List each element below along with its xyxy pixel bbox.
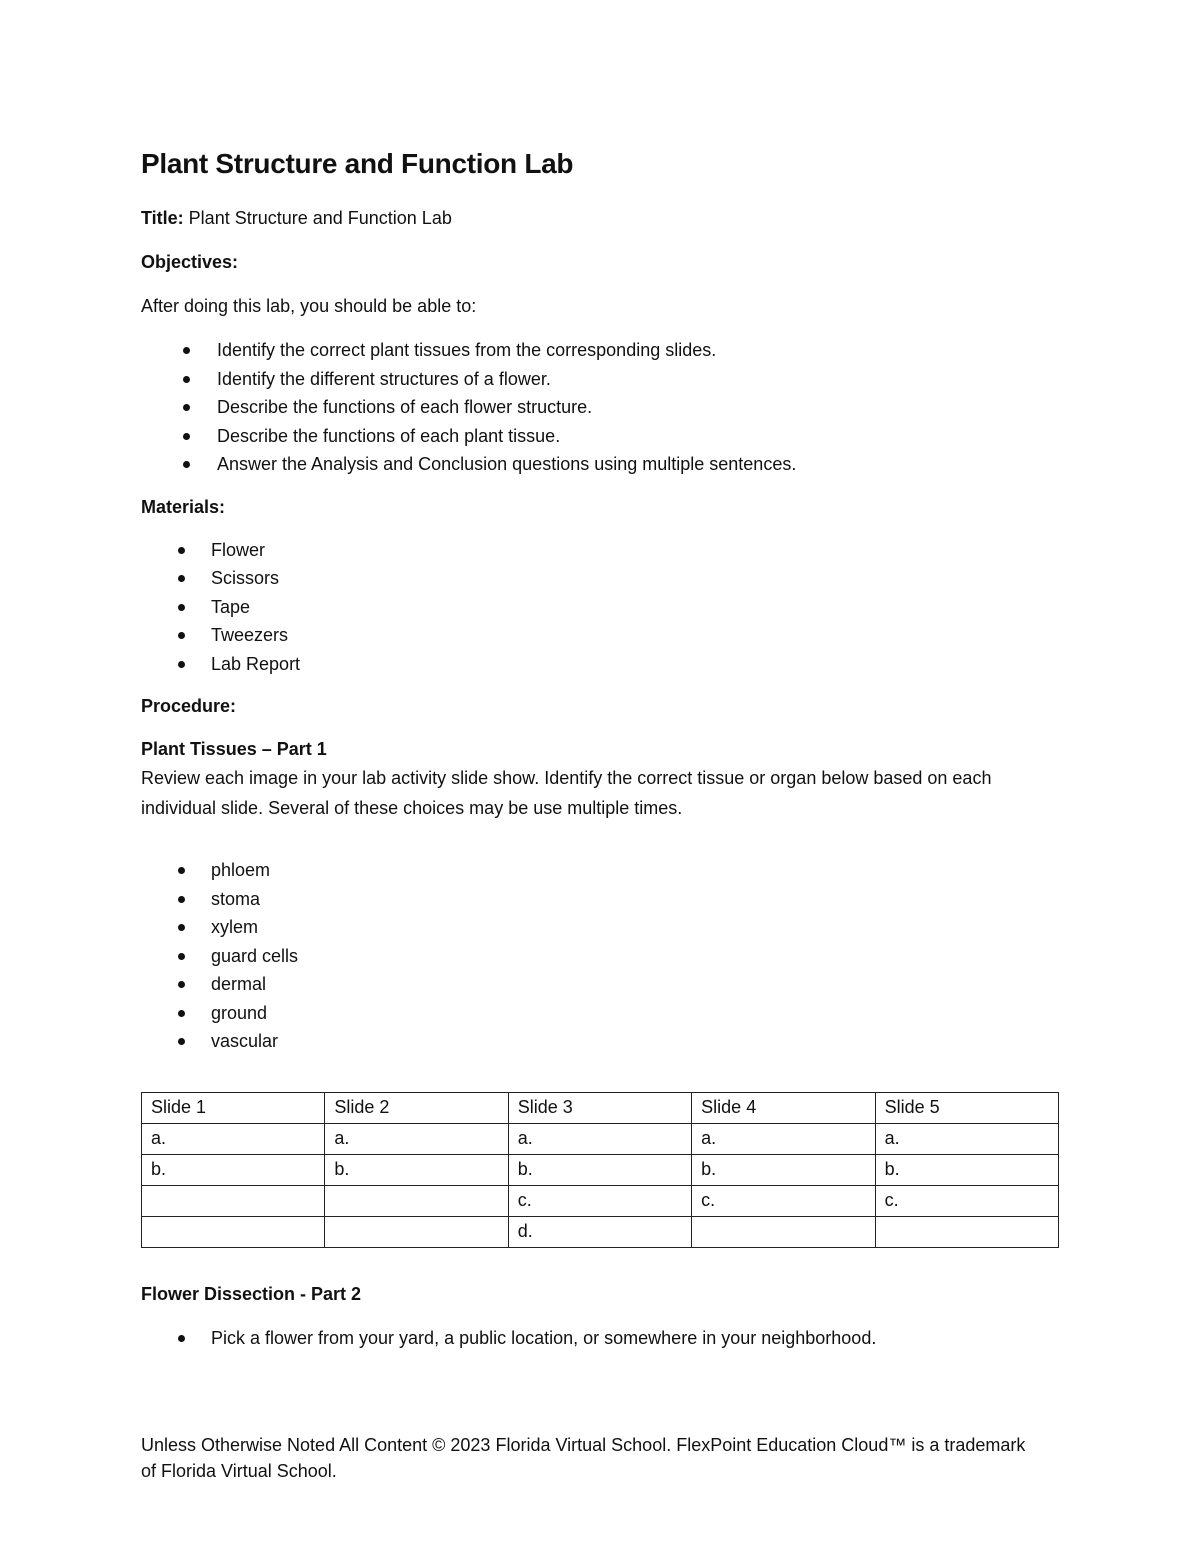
table-cell: c. xyxy=(875,1185,1058,1216)
table-cell xyxy=(142,1185,325,1216)
tissue-text: xylem xyxy=(211,917,259,937)
material-item xyxy=(141,621,1061,650)
title-label: Title: xyxy=(141,208,184,228)
bullet-icon xyxy=(178,547,185,554)
bullet-icon xyxy=(178,575,185,582)
objective-text: Identify the different structures of a flower. xyxy=(217,368,551,389)
table-cell: a. xyxy=(692,1123,875,1154)
objectives-heading: Objectives: xyxy=(141,252,239,272)
material-text: Flower xyxy=(211,539,266,560)
tissue-item xyxy=(141,885,1061,914)
document-heading: Plant Structure and Function Lab xyxy=(141,148,574,179)
table-cell xyxy=(692,1216,875,1247)
tissue-item xyxy=(141,970,1061,999)
tissue-text: dermal xyxy=(211,974,267,994)
objective-item xyxy=(141,422,1061,451)
bullet-icon xyxy=(178,1038,185,1045)
table-cell xyxy=(325,1185,508,1216)
material-text: Tape xyxy=(211,596,251,617)
material-item xyxy=(141,593,1061,622)
table-cell: a. xyxy=(875,1123,1058,1154)
tissue-text: ground xyxy=(211,1002,268,1023)
document-footer: Unless Otherwise Noted All Content © 2023 Florida Virtual School. FlexPoint Education Cloud™ is a trademark of Florida Virtual School. xyxy=(141,1435,1026,1481)
material-item xyxy=(141,536,1061,565)
table-cell: a. xyxy=(142,1123,325,1154)
bullet-icon xyxy=(178,1010,185,1017)
tissue-list xyxy=(141,856,1061,1056)
tissue-item xyxy=(141,999,1061,1028)
table-cell: b. xyxy=(508,1154,691,1185)
table-header-cell: Slide 5 xyxy=(875,1092,1058,1123)
bullet-icon xyxy=(183,404,190,411)
tissue-text: vascular xyxy=(211,1031,279,1051)
bullet-icon xyxy=(183,347,190,354)
objectives-list xyxy=(141,336,1061,479)
tissue-text: stoma xyxy=(211,888,261,909)
bullet-icon xyxy=(178,924,185,931)
objective-item xyxy=(141,393,1061,422)
table-cell: a. xyxy=(325,1123,508,1154)
material-text: Scissors xyxy=(211,568,280,588)
table-cell: b. xyxy=(875,1154,1058,1185)
materials-list xyxy=(141,536,1061,679)
table-row xyxy=(142,1123,1059,1154)
bullet-icon xyxy=(178,1335,185,1342)
table-cell: d. xyxy=(508,1216,691,1247)
table-cell xyxy=(875,1216,1058,1247)
table-row xyxy=(142,1154,1059,1185)
objective-text: Describe the functions of each plant tissue. xyxy=(217,425,561,446)
material-item xyxy=(141,564,1061,593)
table-header-row xyxy=(142,1092,1059,1123)
tissue-item xyxy=(141,942,1061,971)
tissue-text: guard cells xyxy=(211,945,299,966)
bullet-icon xyxy=(178,867,185,874)
tissue-item xyxy=(141,856,1061,885)
bullet-icon xyxy=(178,661,185,668)
title-value: Plant Structure and Function Lab xyxy=(183,208,452,228)
objective-text: Answer the Analysis and Conclusion questions using multiple sentences. xyxy=(217,454,797,474)
table-header-cell: Slide 4 xyxy=(692,1092,875,1123)
table-cell: b. xyxy=(325,1154,508,1185)
table-row xyxy=(142,1185,1059,1216)
table-cell: c. xyxy=(692,1185,875,1216)
procedure-heading: Procedure: xyxy=(141,696,237,716)
table-header-cell: Slide 2 xyxy=(325,1092,508,1123)
table-cell xyxy=(142,1216,325,1247)
bullet-icon xyxy=(178,632,185,639)
tissue-item xyxy=(141,1027,1061,1056)
part2-text: Pick a flower from your yard, a public location, or somewhere in your neighborhood. xyxy=(211,1327,877,1348)
bullet-icon xyxy=(183,433,190,440)
table-cell: a. xyxy=(508,1123,691,1154)
objective-item xyxy=(141,336,1061,365)
tissue-text: phloem xyxy=(211,860,271,880)
bullet-icon xyxy=(183,376,190,383)
material-text: Tweezers xyxy=(211,625,289,645)
bullet-icon xyxy=(178,604,185,611)
materials-heading: Materials: xyxy=(141,496,226,517)
table-header-cell: Slide 1 xyxy=(142,1092,325,1123)
slides-table xyxy=(141,1092,1059,1248)
table-cell: c. xyxy=(508,1185,691,1216)
bullet-icon xyxy=(183,461,190,468)
bullet-icon xyxy=(178,981,185,988)
part1-heading: Plant Tissues – Part 1 xyxy=(141,739,327,759)
objective-item xyxy=(141,450,1061,479)
material-text: Lab Report xyxy=(211,653,301,674)
objectives-intro: After doing this lab, you should be able to: xyxy=(141,296,477,316)
part2-heading: Flower Dissection - Part 2 xyxy=(141,1283,362,1304)
part1-instructions: Review each image in your lab activity slide show. Identify the correct tissue or organ below based on each individual slide. Several of these choices may be use multiple times. xyxy=(141,768,992,818)
objective-text: Describe the functions of each flower structure. xyxy=(217,397,593,417)
table-header-cell: Slide 3 xyxy=(508,1092,691,1123)
title-line xyxy=(141,206,1061,230)
table-cell: b. xyxy=(142,1154,325,1185)
table-cell: b. xyxy=(692,1154,875,1185)
document-content xyxy=(141,140,1061,1352)
table-cell xyxy=(325,1216,508,1247)
part2-list xyxy=(141,1324,1061,1353)
objective-text: Identify the correct plant tissues from the corresponding slides. xyxy=(217,340,717,360)
part2-item xyxy=(141,1324,1061,1353)
bullet-icon xyxy=(178,896,185,903)
table-row xyxy=(142,1216,1059,1247)
tissue-item xyxy=(141,913,1061,942)
objective-item xyxy=(141,365,1061,394)
bullet-icon xyxy=(178,953,185,960)
material-item xyxy=(141,650,1061,679)
